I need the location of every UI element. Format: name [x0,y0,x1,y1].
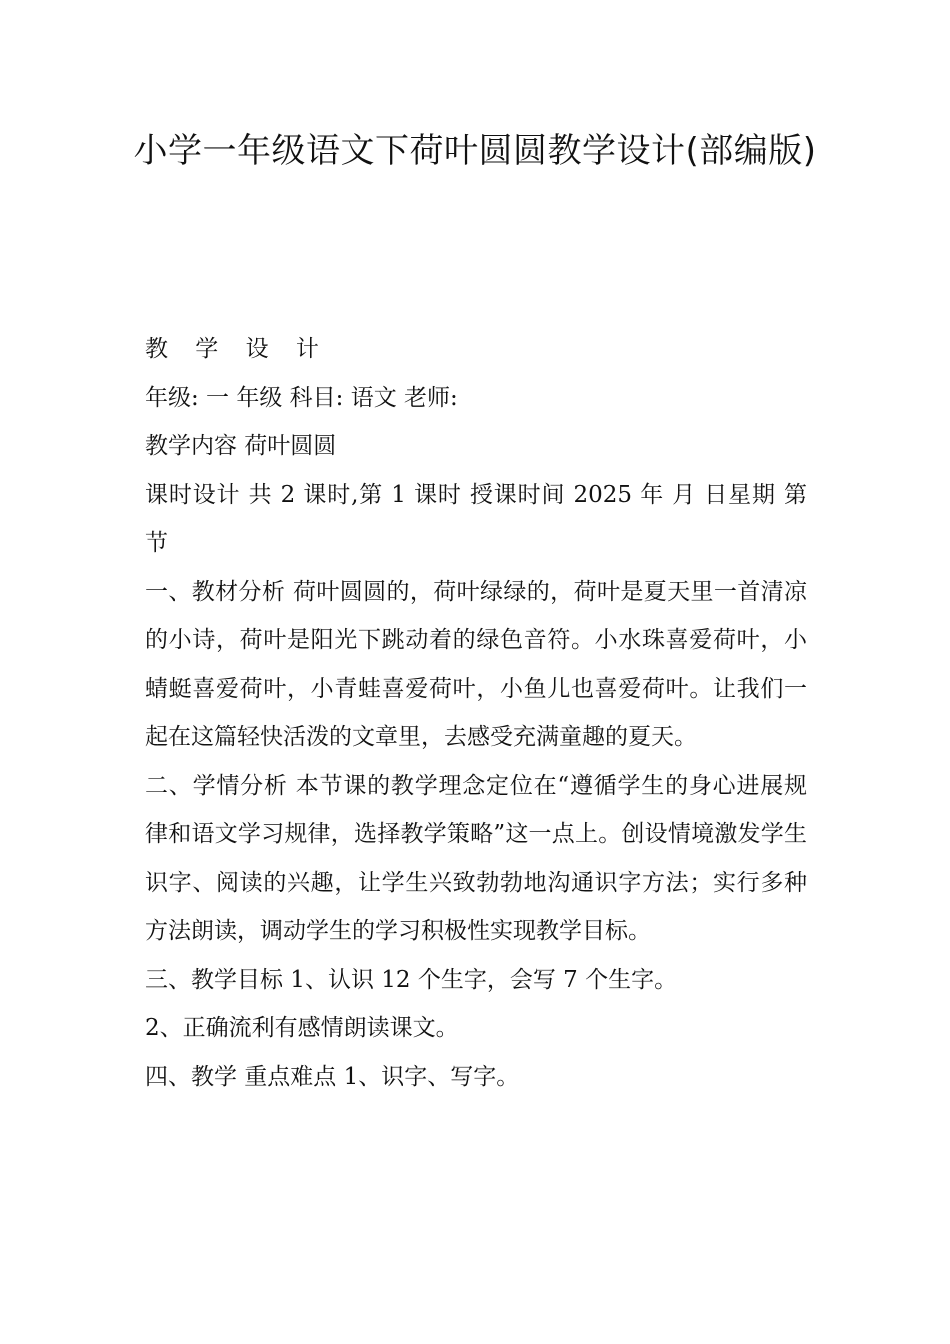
textbook-analysis-paragraph: 一、教材分析 荷叶圆圆的，荷叶绿绿的，荷叶是夏天里一首清凉的小诗，荷叶是阳光下跳动着的绿色音符。小水珠喜爱荷叶，小蜻蜓喜爱荷叶，小青蛙喜爱荷叶，小鱼儿也喜爱荷叶。让我们一起在这篇轻快活泼的文章里，去感受充满童趣的夏天。 [145,578,807,750]
student-analysis-paragraph: 二、学情分析 本节课的教学理念定位在“遵循学生的身心进展规律和语文学习规律，选择教学策略”这一点上。创设情境激发学生识字、阅读的兴趣，让学生兴致勃勃地沟通识字方法；实行多种方法朗读，调动学生的学习积极性实现教学目标。 [145,772,807,944]
grade-subject-teacher-line: 年级: 一 年级 科目: 语文 老师: [145,384,458,411]
teaching-content-line: 教学内容 荷叶圆圆 [145,433,337,459]
teaching-goals-line: 三、教学目标 1、认识 12 个生字，会写 7 个生字。 [145,966,678,993]
key-difficulties-line: 四、教学 重点难点 1、识字、写字。 [145,1063,520,1090]
teaching-goals-item-2: 2、正确流利有感情朗读课文。 [145,1015,459,1041]
design-heading: 教 学 设 计 [145,336,329,362]
document-body [145,325,807,1101]
document-title: 小学一年级语文下荷叶圆圆教学设计(部编版) [133,131,817,171]
lesson-schedule-line: 课时设计 共 2 课时,第 1 课时 授课时间 2025 年 月 日星期 第 节 [145,481,807,556]
